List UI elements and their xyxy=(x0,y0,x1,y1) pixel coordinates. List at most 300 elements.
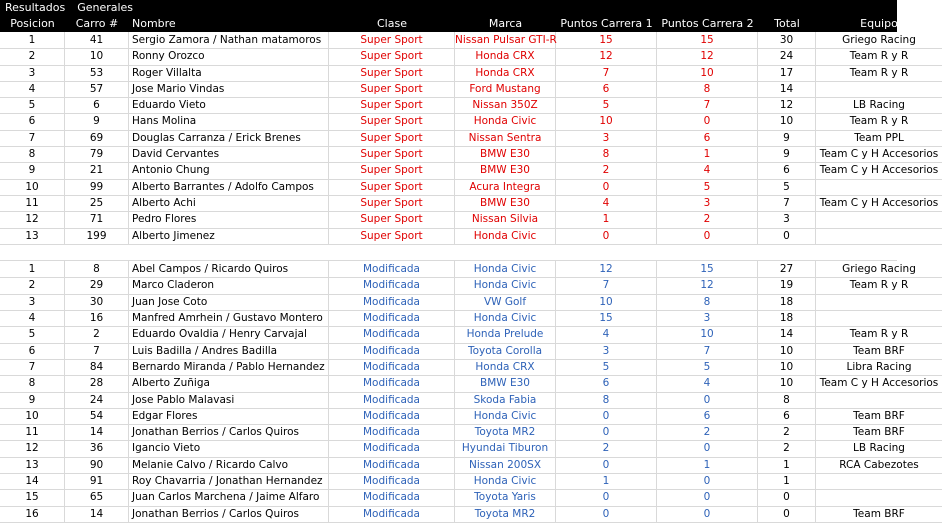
cell-puntos-carrera-1[interactable]: 8 xyxy=(556,392,657,409)
cell-marca[interactable]: BMW E30 xyxy=(455,195,556,212)
cell-carro[interactable]: 29 xyxy=(65,277,129,294)
cell-clase[interactable]: Modificada xyxy=(329,277,455,294)
cell-clase[interactable]: Super Sport xyxy=(329,97,455,114)
cell-posicion[interactable]: 1 xyxy=(0,32,65,49)
cell-marca[interactable]: Honda Civic xyxy=(455,408,556,425)
cell-equipo[interactable] xyxy=(816,310,942,327)
cell-nombre[interactable]: Antonio Chung xyxy=(129,162,329,179)
cell-total[interactable]: 14 xyxy=(758,81,816,98)
cell-equipo[interactable]: Libra Racing xyxy=(816,359,942,376)
cell-marca[interactable]: Toyota Corolla xyxy=(455,343,556,360)
cell-total[interactable]: 10 xyxy=(758,375,816,392)
cell-total[interactable]: 27 xyxy=(758,261,816,278)
cell-clase[interactable]: Modificada xyxy=(329,326,455,343)
cell-equipo[interactable]: LB Racing xyxy=(816,97,942,114)
cell-posicion[interactable]: 13 xyxy=(0,228,65,245)
cell-equipo[interactable] xyxy=(816,179,942,196)
cell-puntos-carrera-2[interactable]: 15 xyxy=(657,261,758,278)
cell-equipo[interactable]: Griego Racing xyxy=(816,261,942,278)
cell-marca[interactable]: BMW E30 xyxy=(455,375,556,392)
table-header xyxy=(0,16,897,32)
cell-puntos-carrera-2[interactable]: 0 xyxy=(657,440,758,457)
cell-total[interactable]: 17 xyxy=(758,65,816,82)
cell-total[interactable]: 18 xyxy=(758,294,816,311)
cell-equipo[interactable]: Team PPL xyxy=(816,130,942,147)
cell-posicion[interactable]: 11 xyxy=(0,424,65,441)
header-clase: Clase xyxy=(377,17,407,30)
cell-clase[interactable]: Super Sport xyxy=(329,81,455,98)
cell-equipo[interactable] xyxy=(816,81,942,98)
cell-nombre[interactable]: Alberto Achi xyxy=(129,195,329,212)
cell-nombre[interactable]: Ronny Orozco xyxy=(129,48,329,65)
cell-total[interactable]: 19 xyxy=(758,277,816,294)
cell-posicion[interactable]: 5 xyxy=(0,97,65,114)
cell-posicion[interactable]: 4 xyxy=(0,310,65,327)
cell-nombre[interactable]: Sergio Zamora / Nathan matamoros xyxy=(129,32,329,49)
cell-posicion[interactable]: 11 xyxy=(0,195,65,212)
cell-posicion[interactable]: 3 xyxy=(0,294,65,311)
cell-carro[interactable]: 21 xyxy=(65,162,129,179)
cell-nombre[interactable]: Alberto Zuñiga xyxy=(129,375,329,392)
cell-puntos-carrera-2[interactable]: 0 xyxy=(657,228,758,245)
header-marca: Marca xyxy=(488,17,523,30)
cell-equipo[interactable] xyxy=(816,211,942,228)
cell-equipo[interactable] xyxy=(816,489,942,506)
cell-nombre[interactable]: Jonathan Berrios / Carlos Quiros xyxy=(129,506,329,523)
cell-posicion[interactable]: 3 xyxy=(0,65,65,82)
cell-equipo[interactable]: Team BRF xyxy=(816,343,942,360)
cell-marca[interactable]: Honda Civic xyxy=(455,228,556,245)
cell-carro[interactable]: 25 xyxy=(65,195,129,212)
cell-clase[interactable]: Modificada xyxy=(329,343,455,360)
cell-puntos-carrera-1[interactable]: 0 xyxy=(556,457,657,474)
cell-puntos-carrera-2[interactable]: 10 xyxy=(657,326,758,343)
cell-posicion[interactable]: 9 xyxy=(0,162,65,179)
cell-equipo[interactable] xyxy=(816,294,942,311)
cell-nombre[interactable]: Hans Molina xyxy=(129,113,329,130)
cell-carro[interactable]: 2 xyxy=(65,326,129,343)
table-row[interactable] xyxy=(0,506,905,522)
cell-carro[interactable]: 14 xyxy=(65,424,129,441)
table-row[interactable] xyxy=(0,130,904,146)
cell-marca[interactable]: Skoda Fabia xyxy=(455,392,556,409)
cell-carro[interactable]: 7 xyxy=(65,343,129,360)
cell-puntos-carrera-1[interactable]: 6 xyxy=(556,81,657,98)
cell-posicion[interactable]: 12 xyxy=(0,211,65,228)
cell-puntos-carrera-1[interactable]: 2 xyxy=(556,440,657,457)
cell-clase[interactable]: Modificada xyxy=(329,310,455,327)
cell-nombre[interactable]: Alberto Jimenez xyxy=(129,228,329,245)
table-row[interactable] xyxy=(0,32,916,48)
cell-equipo[interactable]: Team C y H Accesorios xyxy=(816,162,942,179)
cell-clase[interactable]: Super Sport xyxy=(329,48,455,65)
cell-marca[interactable]: Toyota MR2 xyxy=(455,506,556,523)
cell-carro[interactable]: 10 xyxy=(65,48,129,65)
cell-clase[interactable]: Super Sport xyxy=(329,162,455,179)
cell-total[interactable]: 24 xyxy=(758,48,816,65)
table-row[interactable] xyxy=(0,211,897,227)
cell-marca[interactable]: Nissan Sentra xyxy=(455,130,556,147)
table-row[interactable] xyxy=(0,294,897,310)
cell-clase[interactable]: Modificada xyxy=(329,359,455,376)
cell-equipo[interactable]: Team C y H Accesorios xyxy=(816,146,942,163)
cell-equipo[interactable]: Griego Racing xyxy=(816,32,942,49)
cell-total[interactable]: 0 xyxy=(758,506,816,523)
cell-carro[interactable]: 24 xyxy=(65,392,129,409)
cell-marca[interactable]: BMW E30 xyxy=(455,162,556,179)
cell-clase[interactable]: Modificada xyxy=(329,375,455,392)
cell-puntos-carrera-2[interactable]: 0 xyxy=(657,473,758,490)
cell-total[interactable]: 7 xyxy=(758,195,816,212)
header-posicion: Posicion xyxy=(10,17,55,30)
cell-nombre[interactable]: Manfred Amrhein / Gustavo Montero xyxy=(129,310,329,327)
cell-total[interactable]: 2 xyxy=(758,440,816,457)
cell-clase[interactable]: Super Sport xyxy=(329,130,455,147)
cell-clase[interactable]: Modificada xyxy=(329,440,455,457)
cell-posicion[interactable]: 14 xyxy=(0,473,65,490)
cell-clase[interactable]: Modificada xyxy=(329,294,455,311)
cell-puntos-carrera-2[interactable]: 7 xyxy=(657,343,758,360)
cell-posicion[interactable]: 7 xyxy=(0,359,65,376)
cell-nombre[interactable]: Melanie Calvo / Ricardo Calvo xyxy=(129,457,329,474)
cell-posicion[interactable]: 7 xyxy=(0,130,65,147)
cell-carro[interactable]: 28 xyxy=(65,375,129,392)
cell-posicion[interactable]: 2 xyxy=(0,48,65,65)
cell-clase[interactable]: Super Sport xyxy=(329,179,455,196)
cell-carro[interactable]: 6 xyxy=(65,97,129,114)
cell-puntos-carrera-1[interactable]: 4 xyxy=(556,195,657,212)
cell-total[interactable]: 18 xyxy=(758,310,816,327)
cell-carro[interactable]: 199 xyxy=(65,228,129,245)
table-row[interactable] xyxy=(0,65,909,81)
cell-total[interactable]: 8 xyxy=(758,392,816,409)
cell-puntos-carrera-1[interactable]: 1 xyxy=(556,211,657,228)
cell-posicion[interactable]: 8 xyxy=(0,375,65,392)
cell-puntos-carrera-1[interactable]: 10 xyxy=(556,294,657,311)
cell-puntos-carrera-1[interactable]: 15 xyxy=(556,310,657,327)
cell-nombre[interactable]: Juan Jose Coto xyxy=(129,294,329,311)
cell-total[interactable]: 3 xyxy=(758,211,816,228)
table-row[interactable] xyxy=(0,277,909,293)
cell-marca[interactable]: Hyundai Tiburon xyxy=(455,440,556,457)
cell-nombre[interactable]: Douglas Carranza / Erick Brenes xyxy=(129,130,329,147)
cell-equipo[interactable] xyxy=(816,392,942,409)
cell-marca[interactable]: BMW E30 xyxy=(455,146,556,163)
cell-marca[interactable]: Toyota Yaris xyxy=(455,489,556,506)
cell-carro[interactable]: 84 xyxy=(65,359,129,376)
cell-puntos-carrera-2[interactable]: 3 xyxy=(657,310,758,327)
cell-posicion[interactable]: 4 xyxy=(0,81,65,98)
cell-carro[interactable]: 57 xyxy=(65,81,129,98)
cell-marca[interactable]: Honda Civic xyxy=(455,473,556,490)
cell-puntos-carrera-2[interactable]: 12 xyxy=(657,277,758,294)
title-resultados: Resultados xyxy=(5,1,66,14)
cell-equipo[interactable] xyxy=(816,473,942,490)
cell-marca[interactable]: Ford Mustang xyxy=(455,81,556,98)
cell-equipo[interactable]: Team BRF xyxy=(816,506,942,523)
cell-marca[interactable]: Honda Civic xyxy=(455,310,556,327)
cell-marca[interactable]: Toyota MR2 xyxy=(455,424,556,441)
table-row[interactable] xyxy=(0,343,905,359)
cell-clase[interactable]: Super Sport xyxy=(329,113,455,130)
cell-total[interactable]: 2 xyxy=(758,424,816,441)
cell-puntos-carrera-1[interactable]: 5 xyxy=(556,359,657,376)
cell-puntos-carrera-1[interactable]: 0 xyxy=(556,489,657,506)
cell-puntos-carrera-2[interactable]: 15 xyxy=(657,32,758,49)
cell-carro[interactable]: 16 xyxy=(65,310,129,327)
cell-posicion[interactable]: 9 xyxy=(0,392,65,409)
table-row[interactable] xyxy=(0,326,909,342)
cell-puntos-carrera-2[interactable]: 8 xyxy=(657,294,758,311)
cell-puntos-carrera-2[interactable]: 10 xyxy=(657,65,758,82)
cell-clase[interactable]: Modificada xyxy=(329,392,455,409)
table-row[interactable] xyxy=(0,489,897,505)
cell-carro[interactable]: 90 xyxy=(65,457,129,474)
cell-carro[interactable]: 8 xyxy=(65,261,129,278)
cell-puntos-carrera-2[interactable]: 6 xyxy=(657,408,758,425)
table-row[interactable] xyxy=(0,408,905,424)
cell-nombre[interactable]: Juan Carlos Marchena / Jaime Alfaro xyxy=(129,489,329,506)
cell-carro[interactable]: 41 xyxy=(65,32,129,49)
cell-carro[interactable]: 91 xyxy=(65,473,129,490)
cell-total[interactable]: 14 xyxy=(758,326,816,343)
cell-puntos-carrera-1[interactable]: 6 xyxy=(556,375,657,392)
cell-puntos-carrera-1[interactable]: 4 xyxy=(556,326,657,343)
cell-marca[interactable]: Honda Civic xyxy=(455,113,556,130)
cell-nombre[interactable]: Marco Claderon xyxy=(129,277,329,294)
cell-puntos-carrera-2[interactable]: 3 xyxy=(657,195,758,212)
cell-carro[interactable]: 36 xyxy=(65,440,129,457)
cell-marca[interactable]: VW Golf xyxy=(455,294,556,311)
cell-puntos-carrera-2[interactable]: 5 xyxy=(657,359,758,376)
cell-total[interactable]: 0 xyxy=(758,228,816,245)
cell-nombre[interactable]: Roy Chavarria / Jonathan Hernandez xyxy=(129,473,329,490)
cell-total[interactable]: 5 xyxy=(758,179,816,196)
cell-nombre[interactable]: Luis Badilla / Andres Badilla xyxy=(129,343,329,360)
cell-marca[interactable]: Nissan 200SX xyxy=(455,457,556,474)
cell-puntos-carrera-1[interactable]: 12 xyxy=(556,48,657,65)
cell-puntos-carrera-2[interactable]: 2 xyxy=(657,211,758,228)
cell-nombre[interactable]: Eduardo Vieto xyxy=(129,97,329,114)
cell-total[interactable]: 9 xyxy=(758,130,816,147)
header-carro: Carro # xyxy=(75,17,119,30)
table-row[interactable] xyxy=(0,48,909,64)
cell-posicion[interactable]: 6 xyxy=(0,343,65,360)
cell-clase[interactable]: Modificada xyxy=(329,506,455,523)
cell-total[interactable]: 10 xyxy=(758,359,816,376)
cell-nombre[interactable]: Jose Pablo Malavasi xyxy=(129,392,329,409)
table-row[interactable] xyxy=(0,162,939,178)
cell-clase[interactable]: Super Sport xyxy=(329,211,455,228)
cell-equipo[interactable]: Team R y R xyxy=(816,48,942,65)
table-row[interactable] xyxy=(0,310,897,326)
cell-equipo[interactable]: Team BRF xyxy=(816,424,942,441)
cell-clase[interactable]: Super Sport xyxy=(329,32,455,49)
cell-nombre[interactable]: David Cervantes xyxy=(129,146,329,163)
cell-clase[interactable]: Super Sport xyxy=(329,146,455,163)
cell-marca[interactable]: Acura Integra xyxy=(455,179,556,196)
cell-equipo[interactable]: Team R y R xyxy=(816,326,942,343)
cell-puntos-carrera-1[interactable]: 7 xyxy=(556,277,657,294)
cell-nombre[interactable]: Edgar Flores xyxy=(129,408,329,425)
cell-posicion[interactable]: 5 xyxy=(0,326,65,343)
cell-puntos-carrera-1[interactable]: 0 xyxy=(556,506,657,523)
table-row[interactable] xyxy=(0,457,919,473)
cell-nombre[interactable]: Igancio Vieto xyxy=(129,440,329,457)
cell-marca[interactable]: Nissan Silvia xyxy=(455,211,556,228)
table-row[interactable] xyxy=(0,113,909,129)
cell-posicion[interactable]: 16 xyxy=(0,506,65,523)
table-row[interactable] xyxy=(0,440,905,456)
cell-carro[interactable]: 53 xyxy=(65,65,129,82)
cell-posicion[interactable]: 8 xyxy=(0,146,65,163)
cell-nombre[interactable]: Abel Campos / Ricardo Quiros xyxy=(129,261,329,278)
cell-puntos-carrera-2[interactable]: 0 xyxy=(657,392,758,409)
cell-puntos-carrera-1[interactable]: 1 xyxy=(556,473,657,490)
cell-puntos-carrera-2[interactable]: 8 xyxy=(657,81,758,98)
cell-posicion[interactable]: 12 xyxy=(0,440,65,457)
cell-posicion[interactable]: 10 xyxy=(0,179,65,196)
cell-total[interactable]: 30 xyxy=(758,32,816,49)
cell-puntos-carrera-1[interactable]: 15 xyxy=(556,32,657,49)
table-row[interactable] xyxy=(0,97,905,113)
header-equipo: Equipo xyxy=(860,17,898,30)
cell-carro[interactable]: 79 xyxy=(65,146,129,163)
table-row[interactable] xyxy=(0,359,912,375)
cell-total[interactable]: 6 xyxy=(758,408,816,425)
table-row[interactable] xyxy=(0,146,939,162)
cell-puntos-carrera-1[interactable]: 0 xyxy=(556,228,657,245)
cell-carro[interactable]: 54 xyxy=(65,408,129,425)
cell-carro[interactable]: 65 xyxy=(65,489,129,506)
cell-puntos-carrera-2[interactable]: 4 xyxy=(657,375,758,392)
cell-total[interactable]: 6 xyxy=(758,162,816,179)
cell-total[interactable]: 1 xyxy=(758,473,816,490)
cell-total[interactable]: 10 xyxy=(758,113,816,130)
cell-puntos-carrera-1[interactable]: 0 xyxy=(556,179,657,196)
cell-puntos-carrera-1[interactable]: 8 xyxy=(556,146,657,163)
cell-marca[interactable]: Honda CRX xyxy=(455,65,556,82)
cell-equipo[interactable]: Team C y H Accesorios xyxy=(816,195,942,212)
cell-total[interactable]: 12 xyxy=(758,97,816,114)
cell-nombre[interactable]: Roger Villalta xyxy=(129,65,329,82)
cell-puntos-carrera-1[interactable]: 3 xyxy=(556,130,657,147)
cell-carro[interactable]: 99 xyxy=(65,179,129,196)
cell-puntos-carrera-1[interactable]: 7 xyxy=(556,65,657,82)
cell-clase[interactable]: Modificada xyxy=(329,489,455,506)
cell-puntos-carrera-2[interactable]: 2 xyxy=(657,424,758,441)
table-row[interactable] xyxy=(0,424,905,440)
cell-nombre[interactable]: Jonathan Berrios / Carlos Quiros xyxy=(129,424,329,441)
table-row[interactable] xyxy=(0,228,897,244)
cell-puntos-carrera-2[interactable]: 0 xyxy=(657,113,758,130)
cell-puntos-carrera-1[interactable]: 0 xyxy=(556,424,657,441)
cell-posicion[interactable]: 6 xyxy=(0,113,65,130)
cell-marca[interactable]: Honda Prelude xyxy=(455,326,556,343)
cell-marca[interactable]: Honda CRX xyxy=(455,48,556,65)
cell-puntos-carrera-1[interactable]: 5 xyxy=(556,97,657,114)
cell-total[interactable]: 0 xyxy=(758,489,816,506)
cell-clase[interactable]: Modificada xyxy=(329,473,455,490)
cell-carro[interactable]: 9 xyxy=(65,113,129,130)
cell-puntos-carrera-1[interactable]: 0 xyxy=(556,408,657,425)
cell-total[interactable]: 1 xyxy=(758,457,816,474)
cell-marca[interactable]: Nissan 350Z xyxy=(455,97,556,114)
cell-clase[interactable]: Modificada xyxy=(329,408,455,425)
cell-posicion[interactable]: 15 xyxy=(0,489,65,506)
cell-equipo[interactable]: Team C y H Accesorios xyxy=(816,375,942,392)
cell-marca[interactable]: Nissan Pulsar GTI-R xyxy=(455,32,556,49)
cell-puntos-carrera-2[interactable]: 4 xyxy=(657,162,758,179)
cell-total[interactable]: 10 xyxy=(758,343,816,360)
table-row[interactable] xyxy=(0,261,916,277)
cell-equipo[interactable] xyxy=(816,228,942,245)
cell-equipo[interactable]: Team R y R xyxy=(816,277,942,294)
cell-puntos-carrera-2[interactable]: 0 xyxy=(657,489,758,506)
cell-equipo[interactable]: Team BRF xyxy=(816,408,942,425)
table-row[interactable] xyxy=(0,195,939,211)
cell-clase[interactable]: Super Sport xyxy=(329,65,455,82)
cell-puntos-carrera-2[interactable]: 7 xyxy=(657,97,758,114)
table-row[interactable] xyxy=(0,392,897,408)
table-row[interactable] xyxy=(0,81,897,97)
header-puntos-carrera-2: Puntos Carrera 2 xyxy=(661,17,754,30)
cell-total[interactable]: 9 xyxy=(758,146,816,163)
cell-equipo[interactable]: RCA Cabezotes xyxy=(816,457,942,474)
cell-clase[interactable]: Modificada xyxy=(329,424,455,441)
cell-puntos-carrera-2[interactable]: 0 xyxy=(657,506,758,523)
table-row[interactable] xyxy=(0,179,897,195)
header-total: Total xyxy=(774,17,800,30)
cell-carro[interactable]: 69 xyxy=(65,130,129,147)
cell-nombre[interactable]: Pedro Flores xyxy=(129,211,329,228)
cell-puntos-carrera-1[interactable]: 2 xyxy=(556,162,657,179)
cell-carro[interactable]: 30 xyxy=(65,294,129,311)
table-row[interactable] xyxy=(0,375,939,391)
cell-puntos-carrera-2[interactable]: 1 xyxy=(657,457,758,474)
cell-nombre[interactable]: Jose Mario Vindas xyxy=(129,81,329,98)
cell-puntos-carrera-2[interactable]: 12 xyxy=(657,48,758,65)
cell-carro[interactable]: 14 xyxy=(65,506,129,523)
cell-puntos-carrera-1[interactable]: 10 xyxy=(556,113,657,130)
cell-clase[interactable]: Super Sport xyxy=(329,228,455,245)
cell-clase[interactable]: Modificada xyxy=(329,261,455,278)
cell-marca[interactable]: Honda Civic xyxy=(455,261,556,278)
cell-posicion[interactable]: 1 xyxy=(0,261,65,278)
cell-puntos-carrera-2[interactable]: 5 xyxy=(657,179,758,196)
cell-puntos-carrera-1[interactable]: 12 xyxy=(556,261,657,278)
cell-equipo[interactable]: LB Racing xyxy=(816,440,942,457)
cell-posicion[interactable]: 13 xyxy=(0,457,65,474)
cell-posicion[interactable]: 2 xyxy=(0,277,65,294)
cell-nombre[interactable]: Alberto Barrantes / Adolfo Campos xyxy=(129,179,329,196)
cell-nombre[interactable]: Eduardo Ovaldia / Henry Carvajal xyxy=(129,326,329,343)
cell-clase[interactable]: Super Sport xyxy=(329,195,455,212)
cell-equipo[interactable]: Team R y R xyxy=(816,113,942,130)
table-row[interactable] xyxy=(0,473,897,489)
cell-equipo[interactable]: Team R y R xyxy=(816,65,942,82)
cell-marca[interactable]: Honda Civic xyxy=(455,277,556,294)
cell-nombre[interactable]: Bernardo Miranda / Pablo Hernandez xyxy=(129,359,329,376)
cell-puntos-carrera-1[interactable]: 3 xyxy=(556,343,657,360)
cell-posicion[interactable]: 10 xyxy=(0,408,65,425)
group-separator xyxy=(0,244,897,261)
cell-carro[interactable]: 71 xyxy=(65,211,129,228)
cell-marca[interactable]: Honda CRX xyxy=(455,359,556,376)
cell-clase[interactable]: Modificada xyxy=(329,457,455,474)
cell-puntos-carrera-2[interactable]: 1 xyxy=(657,146,758,163)
cell-puntos-carrera-2[interactable]: 6 xyxy=(657,130,758,147)
